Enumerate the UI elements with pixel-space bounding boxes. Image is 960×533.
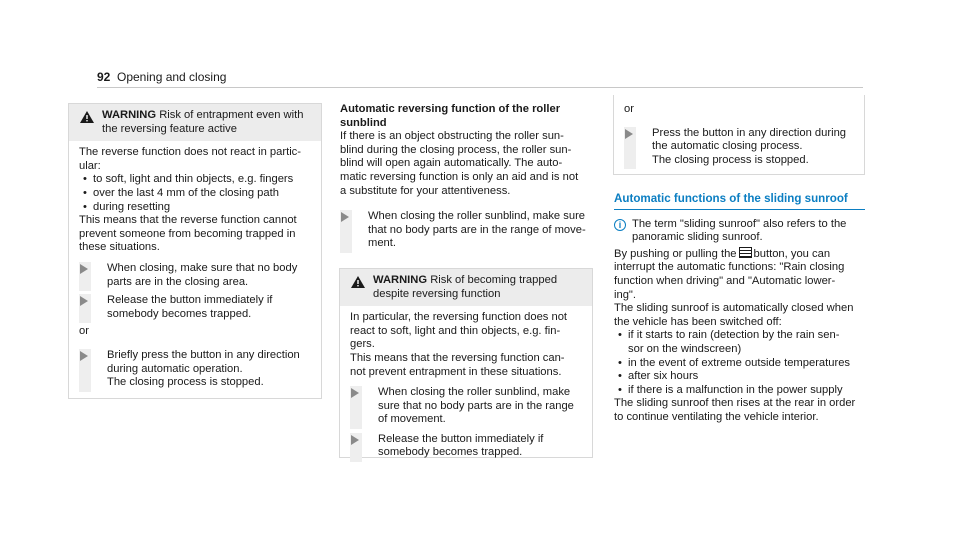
text-line: function when driving" and "Automatic lower- bbox=[614, 274, 836, 287]
step-arrow-icon bbox=[350, 433, 362, 462]
paragraph bbox=[340, 130, 590, 198]
or-text: or bbox=[79, 325, 89, 338]
list-item: • to soft, light and thin objects, e.g. fingers bbox=[79, 173, 311, 187]
info-note bbox=[614, 218, 865, 245]
page-number: 92 bbox=[97, 70, 111, 84]
paragraph bbox=[614, 302, 865, 329]
paragraph: This means that the reverse function cannot bbox=[79, 214, 297, 227]
step-text: The closing process is stopped. bbox=[652, 153, 809, 166]
text-line: The sliding sunroof then rises at the rear in order bbox=[614, 397, 856, 410]
text-line: button, you can bbox=[753, 247, 831, 260]
warning-header bbox=[69, 104, 321, 141]
continuation-box bbox=[613, 95, 865, 175]
sunroof-section bbox=[614, 192, 865, 425]
step-text: of movement. bbox=[378, 413, 446, 426]
list-item: • if there is a malfunction in the power supply bbox=[614, 384, 865, 398]
warning-label: WARNING bbox=[373, 273, 428, 286]
text-line: ing". bbox=[614, 288, 637, 301]
column-roller-sunblind bbox=[340, 103, 590, 458]
step-text: When closing the roller sunblind, make sure bbox=[368, 210, 586, 223]
paragraph: prevent someone from becoming trapped in bbox=[79, 227, 296, 240]
header-divider bbox=[97, 87, 863, 88]
paragraph: ular: bbox=[79, 159, 101, 172]
instruction-step bbox=[624, 127, 854, 170]
warning-text-2: despite reversing function bbox=[373, 287, 501, 300]
text-line: If there is an object obstructing the roller sun- bbox=[340, 130, 564, 143]
step-text: When closing the roller sunblind, make bbox=[378, 386, 571, 399]
step-text: parts are in the closing area. bbox=[107, 275, 249, 288]
warning-body bbox=[340, 306, 592, 468]
step-text: ment. bbox=[368, 237, 396, 250]
info-icon: i bbox=[614, 219, 626, 231]
step-text: sure that no body parts are in the range bbox=[378, 399, 574, 412]
text-line: blind during the closing process, the roller sun- bbox=[340, 143, 572, 156]
section-heading bbox=[340, 103, 590, 130]
warning-text: Risk of becoming trapped bbox=[430, 273, 558, 286]
step-text: the automatic closing process. bbox=[652, 140, 803, 153]
step-text: that no body parts are in the range of move- bbox=[368, 223, 586, 236]
step-text: Press the button in any direction during bbox=[652, 126, 847, 139]
text-line: blind will open again automatically. The auto- bbox=[340, 157, 563, 170]
warning-label: WARNING bbox=[102, 109, 157, 121]
sunroof-section-title: Automatic functions of the sliding sunroof bbox=[614, 192, 865, 210]
step-arrow-icon bbox=[79, 349, 91, 392]
warning-text-2: the reversing feature active bbox=[102, 122, 237, 135]
section-header: Opening and closing bbox=[117, 70, 227, 84]
text-line: to continue ventilating the vehicle interior. bbox=[614, 410, 819, 423]
warning-box-entrapment bbox=[68, 103, 322, 399]
step-arrow-icon bbox=[79, 262, 91, 291]
step-arrow-icon bbox=[624, 127, 636, 170]
warning-text: Risk of entrapment even with bbox=[159, 109, 304, 121]
warning-triangle-icon bbox=[351, 276, 365, 288]
instruction-step bbox=[350, 433, 582, 462]
text-line: sor on the windscreen) bbox=[628, 342, 742, 355]
step-text: The closing process is stopped. bbox=[107, 376, 264, 389]
step-text: somebody becomes trapped. bbox=[378, 446, 523, 459]
text-line: the vehicle has been switched off: bbox=[614, 315, 782, 328]
warning-body bbox=[69, 141, 321, 398]
list-item: • during resetting bbox=[79, 201, 311, 215]
heading-line: sunblind bbox=[340, 116, 387, 129]
text-line: interrupt the automatic functions: "Rain closing bbox=[614, 261, 845, 274]
step-text: somebody becomes trapped. bbox=[107, 307, 252, 320]
text-line: The sliding sunroof is automatically closed when bbox=[614, 302, 854, 315]
text-line: matic reversing function is only an aid and is not bbox=[340, 170, 579, 183]
step-text: Release the button immediately if bbox=[107, 294, 273, 307]
list-item bbox=[614, 329, 865, 356]
text-line: By pushing or pulling the bbox=[614, 247, 737, 260]
or-text: or bbox=[624, 103, 634, 115]
step-text: When closing, make sure that no body bbox=[107, 261, 298, 274]
text-line: a substitute for your attentiveness. bbox=[340, 184, 511, 197]
step-text: Briefly press the button in any direction bbox=[107, 348, 300, 361]
step-arrow-icon bbox=[340, 210, 352, 253]
step-text: during automatic operation. bbox=[107, 362, 243, 375]
paragraph bbox=[614, 247, 865, 302]
warning-box-trapped bbox=[339, 268, 593, 458]
paragraph: The reverse function does not react in partic- bbox=[79, 146, 301, 159]
paragraph bbox=[614, 397, 865, 424]
text-line: react to soft, light and thin objects, e.g. fin- bbox=[350, 324, 561, 337]
list-item: • over the last 4 mm of the closing path bbox=[79, 187, 311, 201]
instruction-step bbox=[340, 210, 590, 253]
warning-triangle-icon bbox=[80, 111, 94, 123]
paragraph: these situations. bbox=[79, 241, 160, 254]
instruction-step bbox=[79, 349, 311, 392]
warning-header bbox=[340, 269, 592, 306]
text-line: not prevent entrapment in these situations. bbox=[350, 365, 562, 378]
instruction-step bbox=[350, 386, 582, 429]
text-line: • if it starts to rain (detection by the rain sen- bbox=[628, 329, 840, 342]
list-item: • in the event of extreme outside temperatures bbox=[614, 357, 865, 371]
text-line: In particular, the reversing function does not bbox=[350, 311, 568, 324]
note-text: The term "sliding sunroof" also refers to the bbox=[632, 217, 847, 230]
step-text: Release the button immediately if bbox=[378, 432, 544, 445]
text-line: This means that the reversing function can- bbox=[350, 351, 565, 364]
list-item: • after six hours bbox=[614, 370, 865, 384]
instruction-step bbox=[79, 294, 311, 323]
step-arrow-icon bbox=[350, 386, 362, 429]
text-line: gers. bbox=[350, 338, 375, 351]
sunroof-button-icon bbox=[739, 247, 752, 258]
heading-line: Automatic reversing function of the roller bbox=[340, 103, 561, 115]
instruction-step bbox=[79, 262, 311, 291]
step-arrow-icon bbox=[79, 294, 91, 323]
note-text: panoramic sliding sunroof. bbox=[632, 231, 763, 244]
